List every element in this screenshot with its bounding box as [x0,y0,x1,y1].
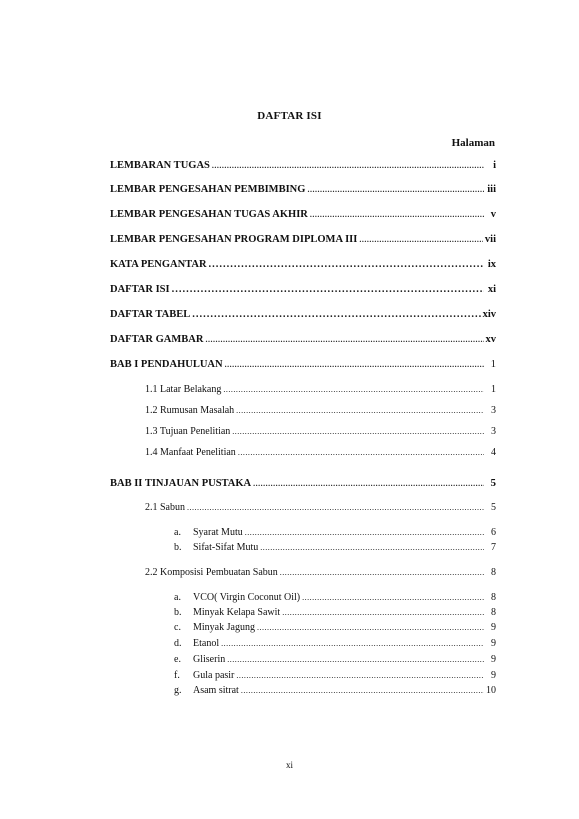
toc-entry-2-2-b[interactable] [174,607,496,621]
toc-entry-1-3[interactable] [145,426,496,440]
dot-leader [236,406,484,415]
toc-entry-letter: b. [174,607,182,618]
toc-entry-label: Syarat Mutu [193,527,243,538]
toc-entry-label: Minyak Kelapa Sawit [193,607,281,618]
toc-entry-page: xi [487,284,496,295]
toc-entry-page: 1 [490,359,496,370]
toc-entry-label: LEMBARAN TUGAS [110,160,210,171]
dot-leader [241,686,484,695]
toc-entry-daftar-isi[interactable] [110,284,496,298]
toc-entry-letter: a. [174,527,181,538]
toc-entry-2-1-a[interactable] [174,527,496,541]
toc-entry-label: BAB I PENDAHULUAN [110,359,223,370]
dot-leader [236,671,484,680]
toc-entry-daftar-gambar[interactable] [110,334,496,348]
toc-entry-lembar-pembimbing[interactable] [110,184,496,198]
toc-entry-page: 8 [491,607,496,618]
toc-entry-letter: d. [174,638,182,649]
toc-entry-page: xv [485,334,496,345]
toc-entry-letter: c. [174,622,181,633]
dot-leader [257,623,484,632]
toc-entry-label: VCO( Virgin Coconut Oil) [193,592,301,603]
dot-leader [260,543,484,552]
toc-entry-page: 8 [491,592,496,603]
toc-entry-page: 9 [491,622,496,633]
toc-entry-label: BAB II TINJAUAN PUSTAKA [110,478,252,489]
toc-entry-page: 5 [490,477,496,489]
toc-entry-label: DAFTAR ISI [110,284,170,295]
dot-leader [172,284,484,295]
toc-entry-label: 1.1 Latar Belakang [145,384,222,395]
toc-entry-page: 10 [486,685,496,696]
toc-entry-2-2-a[interactable] [174,592,496,606]
toc-entry-label: DAFTAR GAMBAR [110,334,204,345]
toc-entry-letter: a. [174,592,181,603]
dot-leader [359,235,483,244]
toc-entry-daftar-tabel[interactable] [110,309,496,323]
page-column-header: Halaman [451,137,495,149]
dot-leader [192,309,480,320]
toc-entry-page: 4 [491,447,496,458]
dot-leader [253,479,484,488]
dot-leader [310,210,484,219]
toc-entry-page: 9 [491,638,496,649]
toc-entry-2-1-b[interactable] [174,542,496,556]
toc-entry-page: 7 [491,542,496,553]
toc-entry-lembar-program[interactable] [110,234,496,248]
toc-entry-page: i [493,160,496,171]
toc-entry-label: LEMBAR PENGESAHAN PEMBIMBING [110,184,306,195]
page-number: xi [285,760,293,770]
toc-entry-page: xiv [482,309,496,320]
toc-entry-page: 3 [491,405,496,416]
toc-entry-letter: b. [174,542,182,553]
toc-entry-label: LEMBAR PENGESAHAN TUGAS AKHIR [110,209,308,220]
toc-entry-letter: f. [174,670,180,681]
toc-entry-2-2-d[interactable] [174,638,496,652]
toc-entry-2-2-f[interactable] [174,670,496,684]
toc-entry-label: Etanol [193,638,220,649]
toc-entry-page: 8 [491,567,496,578]
toc-entry-lembaran-tugas[interactable] [110,160,496,174]
toc-entry-2-2-e[interactable] [174,654,496,668]
dot-leader [302,593,484,602]
toc-entry-bab-1[interactable] [110,359,496,373]
page-title: DAFTAR ISI [257,110,322,122]
toc-entry-label: KATA PENGANTAR [110,259,207,270]
toc-entry-label: DAFTAR TABEL [110,309,191,320]
toc-entry-label: Minyak Jagung [193,622,255,633]
dot-leader [238,448,484,457]
toc-entry-1-4[interactable] [145,447,496,461]
dot-leader [232,427,484,436]
dot-leader [187,503,484,512]
toc-entry-label: 1.3 Tujuan Penelitian [145,426,231,437]
dot-leader [307,185,484,194]
toc-entry-2-2[interactable] [145,567,496,581]
toc-entry-label: Sifat-Sifat Mutu [193,542,259,553]
dot-leader [280,568,484,577]
dot-leader [209,259,484,270]
toc-entry-2-2-g[interactable] [174,685,496,699]
toc-entry-label: LEMBAR PENGESAHAN PROGRAM DIPLOMA III [110,234,358,245]
toc-entry-page: 6 [491,527,496,538]
toc-entry-page: 9 [491,654,496,665]
toc-entry-2-1[interactable] [145,502,496,516]
toc-entry-label: 2.1 Sabun [145,502,185,513]
toc-entry-letter: e. [174,654,181,665]
toc-entry-label: 1.2 Rumusan Masalah [145,405,235,416]
toc-entry-page: 1 [491,384,496,395]
toc-entry-label: Asam sitrat [193,685,239,696]
toc-entry-page: iii [487,184,496,195]
dot-leader [227,655,484,664]
toc-entry-label: 2.2 Komposisi Pembuatan Sabun [145,567,278,578]
toc-entry-label: Gula pasir [193,670,235,681]
toc-entry-page: 5 [491,502,496,513]
toc-entry-1-1[interactable] [145,384,496,398]
toc-entry-page: 3 [491,426,496,437]
dot-leader [223,385,484,394]
toc-entry-label: 1.4 Manfaat Penelitian [145,447,236,458]
toc-entry-page: vii [484,234,496,245]
toc-entry-label: Gliserin [193,654,226,665]
toc-entry-kata-pengantar[interactable] [110,259,496,273]
dot-leader [205,335,483,344]
dot-leader [221,639,484,648]
toc-entry-page: ix [487,259,496,270]
toc-entry-bab-2[interactable] [110,477,496,491]
dot-leader [212,161,484,170]
dot-leader [245,528,484,537]
toc-entry-page: 9 [491,670,496,681]
toc-entry-letter: g. [174,685,182,696]
toc-entry-1-2[interactable] [145,405,496,419]
toc-entry-page: v [490,209,496,220]
toc-entry-lembar-tugas-akhir[interactable] [110,209,496,223]
dot-leader [282,608,484,617]
toc-entry-2-2-c[interactable] [174,622,496,636]
dot-leader [225,360,484,369]
